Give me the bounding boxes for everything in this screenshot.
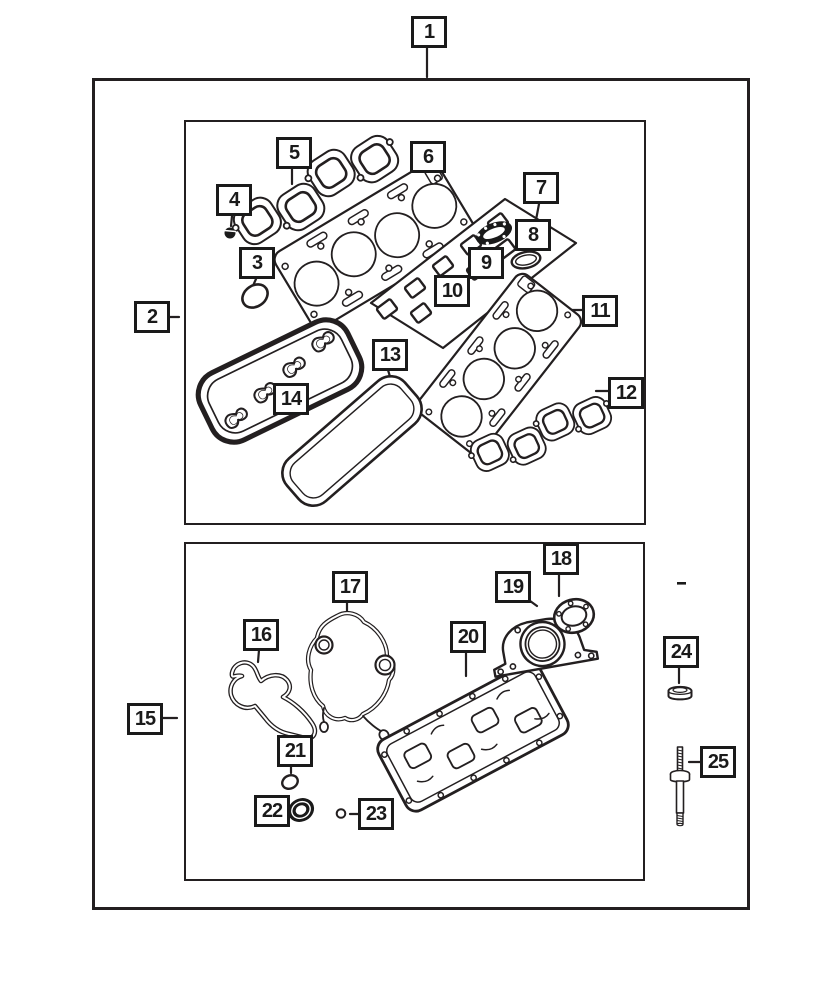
callout-9[interactable]: 9 [468,247,504,279]
callout-4[interactable]: 4 [216,184,252,216]
callout-14[interactable]: 14 [273,383,309,415]
part-16-front-cover-gasket [231,662,315,738]
part-23-o-ring [337,809,346,818]
callout-24[interactable]: 24 [663,636,699,668]
callout-8[interactable]: 8 [515,219,551,251]
callout-19[interactable]: 19 [495,571,531,603]
callout-12[interactable]: 12 [608,377,644,409]
callout-18[interactable]: 18 [543,543,579,575]
callout-6[interactable]: 6 [410,141,446,173]
callout-7[interactable]: 7 [523,172,559,204]
callout-10[interactable]: 10 [434,275,470,307]
part-4-plug [225,228,236,239]
part-3-o-ring [238,280,272,313]
part-17-timing-cover-gasket [308,613,394,741]
dash-mark [677,582,686,585]
callout-2[interactable]: 2 [134,301,170,333]
callout-23[interactable]: 23 [358,798,394,830]
callout-1[interactable]: 1 [411,16,447,48]
callout-22[interactable]: 22 [254,795,290,827]
callout-25[interactable]: 25 [700,746,736,778]
part-21-o-ring [280,773,300,792]
callout-3[interactable]: 3 [239,247,275,279]
callout-16[interactable]: 16 [243,619,279,651]
part-25-stud-bolt [671,747,690,826]
part-24-cap-seal [669,687,692,700]
callout-5[interactable]: 5 [276,137,312,169]
callout-17[interactable]: 17 [332,571,368,603]
callout-13[interactable]: 13 [372,339,408,371]
callout-21[interactable]: 21 [277,735,313,767]
callout-15[interactable]: 15 [127,703,163,735]
part-20-oil-pan-gasket [374,659,572,815]
callout-11[interactable]: 11 [582,295,618,327]
callout-20[interactable]: 20 [450,621,486,653]
